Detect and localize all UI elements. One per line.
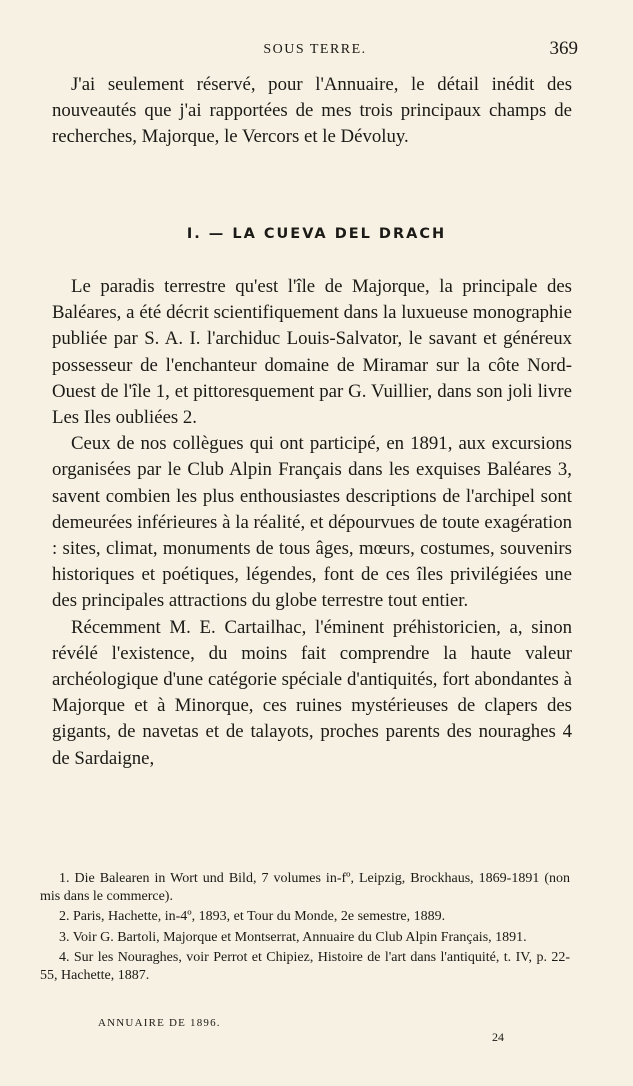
footnote-1: 1. Die Balearen in Wort und Bild, 7 volumes in-fº, Leipzig, Brockhaus, 1869-1891 (non mis dans le commerce). [40,871,570,905]
signature-mark: 24 [492,1030,504,1044]
footnote-4: 4. Sur les Nouraghes, voir Perrot et Chipiez, Histoire de l'art dans l'antiquité, t. IV, p. 22-55, Hachette, 1887. [40,949,570,984]
section-title: I. — LA CUEVA DEL DRACH [186,226,447,242]
paragraph-3: Récemment M. E. Cartailhac, l'éminent préhistoricien, a, sinon révélé l'existence, du moins fait comprendre la haute valeur archéologique d'une catégorie spéciale d'antiquités, fort abondantes à Majorque et à Minorque, ces ruines mystérieuses de clapers des gigants, de navetas et de talayots, proches parents des nouraghes 4 de Sardaigne, [52,616,572,769]
main-text [52,274,572,772]
intro-paragraph: J'ai seulement réservé, pour l'Annuaire, le détail inédit des nouveautés que j'ai rapportées de mes trois principaux champs de recherches, Majorque, le Vercors et le Dévoluy. [52,74,572,148]
footnote-2: 2. Paris, Hachette, in-4º, 1893, et Tour du Monde, 2e semestre, 1889. [59,909,446,925]
footnote-3: 3. Voir G. Bartoli, Majorque et Montserrat, Annuaire du Club Alpin Français, 1891. [59,929,527,945]
page-number: 369 [549,38,578,59]
paragraph-1: Le paradis terrestre qu'est l'île de Majorque, la principale des Baléares, a été décrit scientifiquement dans la luxueuse monographie publiée par S. A. I. l'archiduc Louis-Salvator, le savant et généreux possesseur de l'enchanteur domaine de Miramar sur la côte Nord-Ouest de l'île 1, et pittoresquement par G. Vuillier, dans son joli livre Les Iles oubliées 2. [52,276,572,429]
running-title: SOUS TERRE. [263,42,367,57]
footnotes [40,870,570,987]
page-header [52,38,578,64]
paragraph-2: Ceux de nos collègues qui ont participé, en 1891, aux excursions organisées par le Club Alpin Français dans les exquises Baléares 3, savent combien les plus enthousiastes descriptions de l'archipel sont demeurées inférieures à la réalité, et dépourvues de toute exagération : sites, climat, monuments de tous âges, mœurs, costumes, souvenirs historiques et poétiques, légendes, font de ces îles privilégiées une des principales attractions du globe terrestre tout entier. [52,433,572,612]
footer-signature: ANNUAIRE DE 1896. [98,1017,221,1029]
